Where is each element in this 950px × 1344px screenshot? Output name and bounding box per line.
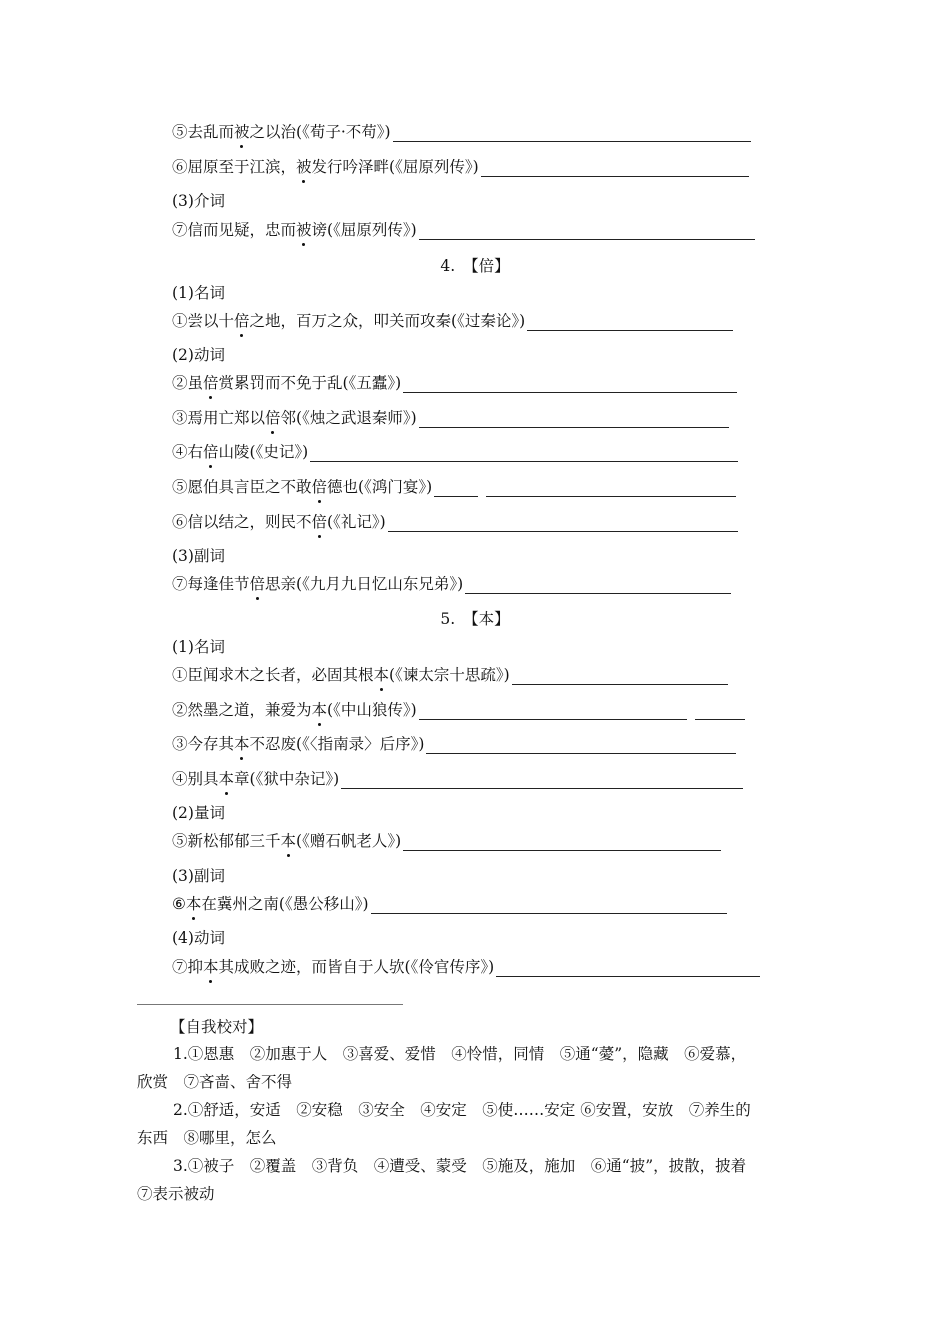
exercise-line xyxy=(172,477,736,497)
answer-key-line: 3.①被子 ②覆盖 ③背负 ④遭受、蒙受 ⑤施及，施加 ⑥通“披”，披散，披着 xyxy=(173,1157,747,1175)
category-label: (4)动词 xyxy=(172,929,225,947)
answer-key-line: ⑦表示被动 xyxy=(137,1185,215,1203)
exercise-text: ③焉用亡郑以倍邻(《烛之武退秦师》) xyxy=(172,409,417,427)
answer-blank[interactable] xyxy=(371,897,727,914)
exercise-line xyxy=(172,700,745,720)
footnote-divider xyxy=(137,1004,403,1005)
answer-blank[interactable] xyxy=(695,703,745,720)
answer-blank[interactable] xyxy=(388,515,738,532)
exercise-line xyxy=(172,574,731,594)
exercise-text: ④右倍山陵(《史记》) xyxy=(172,443,309,461)
exercise-text: ⑤去乱而被之以治(《荀子·不苟》) xyxy=(172,123,391,141)
exercise-text: ②虽倍赏累罚而不免于乱(《五蠹》) xyxy=(172,374,402,392)
answer-blank[interactable] xyxy=(419,411,729,428)
exercise-text: ⑤新松郁郁三千本(《赠石帆老人》) xyxy=(172,832,402,850)
answer-blank[interactable] xyxy=(512,668,728,685)
answer-blank[interactable] xyxy=(419,223,755,240)
answer-blank[interactable] xyxy=(403,834,721,851)
exercise-text: ⑥本在冀州之南(《愚公移山》) xyxy=(172,895,369,913)
exercise-text: ⑦抑本其成败之迹，而皆自于人欤(《伶官传序》) xyxy=(172,958,495,976)
exercise-text: ⑤愿伯具言臣之不敢倍德也(《鸿门宴》) xyxy=(172,478,433,496)
answer-blank[interactable] xyxy=(486,480,736,497)
category-label: (2)动词 xyxy=(172,346,225,364)
exercise-line xyxy=(172,512,738,532)
category-label: (2)量词 xyxy=(172,804,225,822)
exercise-line xyxy=(172,957,760,977)
exercise-line xyxy=(172,442,738,462)
exercise-line xyxy=(172,311,733,331)
category-label: (1)名词 xyxy=(172,284,225,302)
exercise-line xyxy=(172,831,721,851)
answer-blank[interactable] xyxy=(434,480,478,497)
answer-blank[interactable] xyxy=(419,703,687,720)
category-label: (3)介词 xyxy=(172,192,225,210)
answer-blank[interactable] xyxy=(393,125,751,142)
exercise-text: ⑦信而见疑，忠而被谤(《屈原列传》) xyxy=(172,221,417,239)
exercise-text: ⑥信以结之，则民不倍(《礼记》) xyxy=(172,513,386,531)
exercise-line xyxy=(172,894,727,914)
answer-blank[interactable] xyxy=(465,577,731,594)
answer-key-line: 1.①恩惠 ②加惠于人 ③喜爱、爱惜 ④怜惜，同情 ⑤通“薆”，隐藏 ⑥爱慕， xyxy=(173,1045,747,1063)
answer-key-line: 欣赏 ⑦吝啬、舍不得 xyxy=(137,1073,293,1091)
category-label: (3)副词 xyxy=(172,547,225,565)
exercise-line xyxy=(172,122,751,142)
answer-blank[interactable] xyxy=(426,737,736,754)
section-heading: 4. 【倍】 xyxy=(440,257,510,275)
exercise-line xyxy=(172,373,737,393)
exercise-line xyxy=(172,665,728,685)
answer-blank[interactable] xyxy=(481,160,749,177)
answer-blank[interactable] xyxy=(310,445,738,462)
exercise-line xyxy=(172,734,736,754)
exercise-line xyxy=(172,157,749,177)
answer-key-line: 东西 ⑧哪里，怎么 xyxy=(137,1129,277,1147)
answer-blank[interactable] xyxy=(496,960,760,977)
exercise-text: ①尝以十倍之地，百万之众，叩关而攻秦(《过秦论》) xyxy=(172,312,526,330)
category-label: (3)副词 xyxy=(172,867,225,885)
answer-blank[interactable] xyxy=(527,314,733,331)
exercise-text: ③今存其本不忍废(《〈指南录〉后序》) xyxy=(172,735,425,753)
exercise-text: ⑦每逢佳节倍思亲(《九月九日忆山东兄弟》) xyxy=(172,575,464,593)
section-heading: 5. 【本】 xyxy=(440,610,510,628)
category-label: (1)名词 xyxy=(172,638,225,656)
exercise-line xyxy=(172,220,755,240)
exercise-text: ⑥屈原至于江滨，被发行吟泽畔(《屈原列传》) xyxy=(172,158,479,176)
answer-blank[interactable] xyxy=(341,772,743,789)
answer-blank[interactable] xyxy=(403,376,737,393)
exercise-text: ④别具本章(《狱中杂记》) xyxy=(172,770,340,788)
exercise-text: ①臣闻求木之长者，必固其根本(《谏太宗十思疏》) xyxy=(172,666,510,684)
answer-key-title: 【自我校对】 xyxy=(170,1018,264,1036)
answer-key-line: 2.①舒适，安适 ②安稳 ③安全 ④安定 ⑤使……安定 ⑥安置，安放 ⑦养生的 xyxy=(173,1101,751,1119)
exercise-text: ②然墨之道，兼爱为本(《中山狼传》) xyxy=(172,701,417,719)
exercise-line xyxy=(172,769,743,789)
exercise-line xyxy=(172,408,729,428)
